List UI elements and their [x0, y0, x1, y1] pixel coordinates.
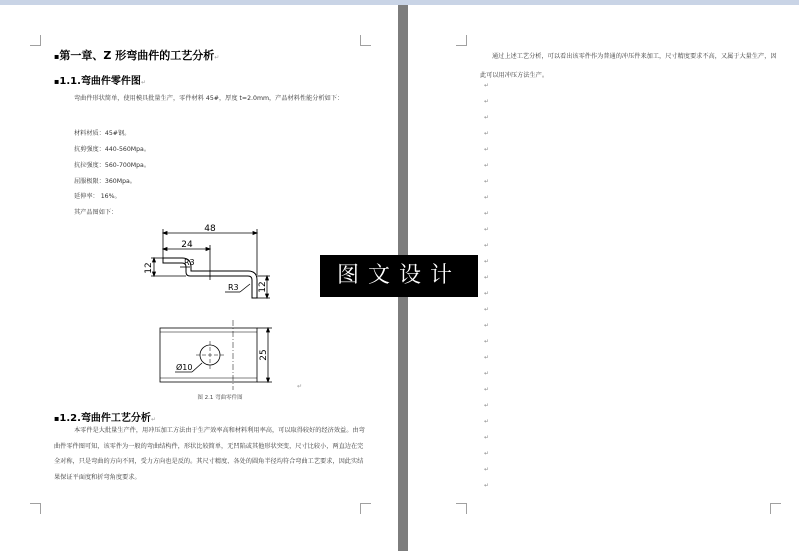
paragraph-mark: ↵ [150, 416, 156, 423]
list-bullet: ▪ [54, 77, 60, 86]
right-paragraph[interactable]: 通过上述工艺分析，可以看出该零件作为普通的冲压件来加工，尺寸精度要求不高，又属于大量生产，因此可以用冲压方法生产。 [480, 53, 777, 79]
list-bullet: ▪ [54, 52, 60, 61]
crop-mark [30, 35, 41, 46]
hole-diameter-label: Ø10 [176, 363, 193, 372]
crop-mark [456, 503, 467, 514]
paragraph-mark: ↵ [140, 79, 146, 86]
crop-mark [360, 35, 371, 46]
crop-mark [456, 35, 467, 46]
paragraph-mark: ↵ [297, 383, 303, 390]
section1-paragraph[interactable]: 弯曲件形状简单，使用模具批量生产，零件材料 45#，厚度 t=2.0mm，产品材料性能分析如下： [74, 95, 344, 102]
dimension-12-right: 12 [258, 281, 268, 293]
dimension-24: 24 [181, 240, 193, 250]
property-line[interactable]: 抗剪强度：440-560Mpa。 [74, 146, 151, 153]
property-line[interactable]: 屈服极限：360Mpa。 [74, 178, 136, 185]
paragraph-mark: ↵ [214, 54, 220, 61]
property-line[interactable]: 延伸率： 16%。 [74, 193, 121, 200]
section2-paragraph[interactable]: 本零件是大批量生产件，用冲压加工方法由于生产效率高和材料利用率高，可以取得较好的经济效益。由弯曲件零件图可知，该零件为一般的弯曲结构件，形状比较简单，无凹陷或其他形状突变，尺寸比较小，两直边在完全对称，只是弯曲的方向不同，受力方向也是反的。其尺寸精度、各处的圆角半径均符合弯曲工艺要求，因此实结果保证平面度和折弯角度要求。 [54, 427, 365, 481]
crop-mark [30, 503, 41, 514]
radius-label-2: R3 [228, 283, 239, 292]
radius-label-1: R3 [184, 258, 195, 267]
list-bullet: ▪ [54, 414, 60, 423]
chapter-title[interactable]: ▪第一章、Z 形弯曲件的工艺分析↵ [54, 49, 220, 62]
watermark-banner: 图文设计 [320, 255, 478, 297]
property-line[interactable]: 材料材质：45#钢。 [74, 130, 131, 137]
section-heading-1-2[interactable]: ▪1.2.弯曲件工艺分析↵ [54, 413, 156, 424]
crop-mark [360, 503, 371, 514]
figure-caption: 图 2.1 弯曲零件图 [197, 395, 243, 401]
part-drawing [130, 220, 290, 395]
property-line[interactable]: 其产品图如下： [74, 209, 118, 216]
dimension-12-left: 12 [144, 262, 154, 274]
crop-mark [770, 503, 781, 514]
property-line[interactable]: 抗拉强度：560-700Mpa。 [74, 162, 151, 169]
dimension-25: 25 [259, 349, 269, 361]
section-heading-1-1[interactable]: ▪1.1.弯曲件零件图↵ [54, 76, 146, 87]
dimension-48: 48 [204, 224, 216, 234]
